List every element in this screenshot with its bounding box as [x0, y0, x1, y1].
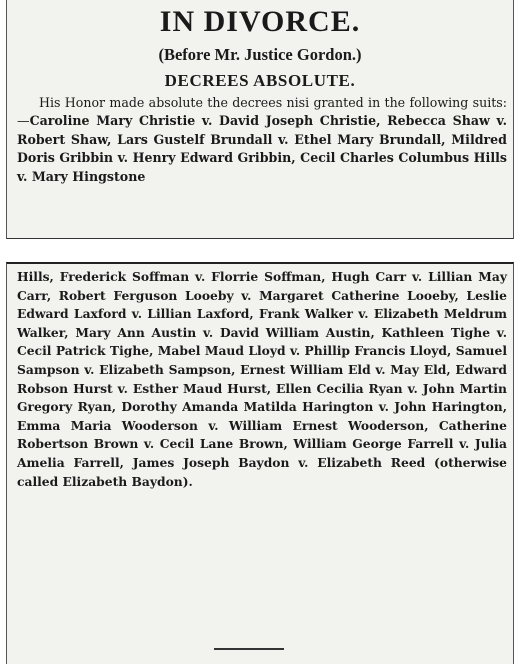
article-top-clipping	[6, 0, 514, 239]
suits-list-part-2: Hills, Frederick Soffman v. Florrie Soffman, Hugh Carr v. Lillian May Carr, Robert Ferguson Looeby v. Margaret Catherine Looeby, Leslie Edward Laxford v. Lillian Laxford, Frank Walker v. Elizabeth Meldrum Walker, Mary Ann Austin v. David William Austin, Kathleen Tighe v. Cecil Patrick Tighe, Mabel Maud Lloyd v. Phillip Francis Lloyd, Samuel Sampson v. Elizabeth Sampson, Ernest William Eld v. May Eld, Edward Robson Hurst v. Esther Maud Hurst, Ellen Cecilia Ryan v. John Martin Gregory Ryan, Dorothy Amanda Matilda Harington v. John Harington, Emma Maria Wooderson v. William Ernest Wooderson, Catherine Robertson Brown v. Cecil Lane Brown, William George Farrell v. Julia Amelia Farrell, James Joseph Baydon v. Elizabeth Reed (otherwise called Elizabeth Baydon).	[17, 269, 507, 489]
suits-list-part-1: Caroline Mary Christie v. David Joseph Christie, Rebecca Shaw v. Robert Shaw, Lars Gustelf Brundall v. Ethel Mary Brundall, Mildred Doris Gribbin v. Henry Edward Gribbin, Cecil Charles Columbus Hills v. Mary Hingstone	[17, 113, 507, 184]
article-subhead: (Before Mr. Justice Gordon.)	[158, 45, 362, 64]
end-rule	[214, 648, 284, 650]
article-paragraph-top	[17, 94, 507, 186]
intro-text: His Honor made absolute the decrees nisi granted in the following suits:—	[17, 95, 507, 129]
section-heading: DECREES ABSOLUTE.	[164, 71, 356, 90]
article-bottom-clipping	[6, 262, 514, 664]
article-headline: IN DIVORCE.	[159, 5, 361, 38]
